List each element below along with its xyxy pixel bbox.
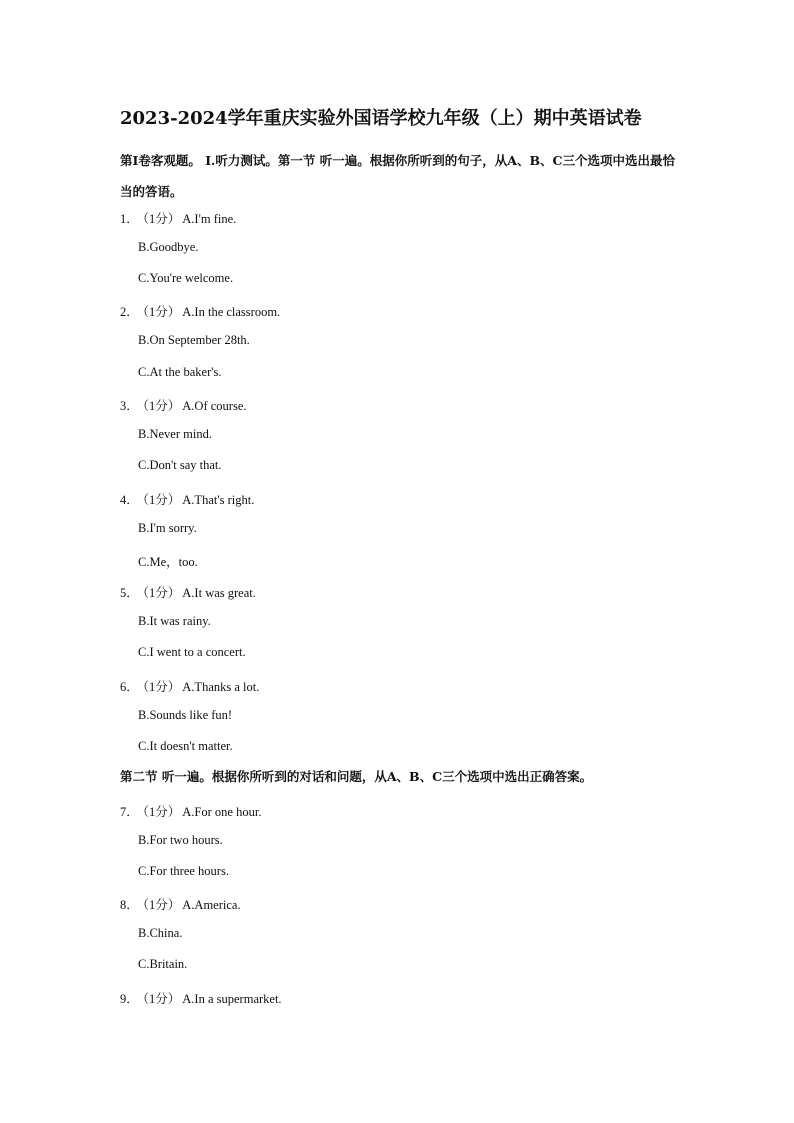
option-a: A.In the classroom.	[182, 305, 281, 319]
question-3-option-c: C.Don't say that.	[138, 458, 222, 472]
question-4-option-c: C.Me，too.	[138, 555, 198, 569]
question-7	[120, 802, 261, 820]
question-number: 5．	[120, 586, 139, 600]
option-a: A.Thanks a lot.	[182, 680, 260, 694]
question-5-option-b: B.It was rainy.	[138, 614, 211, 628]
question-score: （1分）	[142, 586, 181, 600]
question-7-option-c: C.For three hours.	[138, 864, 229, 878]
option-a: A.America.	[182, 898, 241, 912]
question-number: 6．	[120, 680, 139, 694]
section-one-instructions: 第Ⅰ卷客观题。 I.听力测试。第一节 听一遍。根据你所听到的句子，从A、B、C三个选项中选出最恰当的答语。	[120, 153, 675, 199]
question-4-option-b: B.I'm sorry.	[138, 521, 197, 535]
option-a: A.In a supermarket.	[182, 992, 282, 1006]
question-score: （1分）	[142, 305, 181, 319]
option-a: A.I'm fine.	[182, 212, 237, 226]
question-8	[120, 895, 241, 913]
option-a: A.For one hour.	[182, 805, 262, 819]
question-score: （1分）	[142, 992, 181, 1006]
question-1	[120, 209, 236, 227]
question-8-option-c: C.Britain.	[138, 957, 188, 971]
question-5	[120, 583, 256, 601]
question-number: 8．	[120, 898, 139, 912]
page-title: 2023-2024学年重庆实验外国语学校九年级（上）期中英语试卷	[120, 108, 642, 129]
question-number: 1．	[120, 212, 139, 226]
question-6-option-c: C.It doesn't matter.	[138, 739, 233, 753]
question-score: （1分）	[142, 805, 181, 819]
question-1-option-b: B.Goodbye.	[138, 240, 199, 254]
question-score: （1分）	[142, 680, 181, 694]
option-a: A.It was great.	[182, 586, 256, 600]
question-2-option-b: B.On September 28th.	[138, 333, 250, 347]
question-number: 9．	[120, 992, 139, 1006]
question-2	[120, 302, 280, 320]
question-score: （1分）	[142, 493, 181, 507]
question-7-option-b: B.For two hours.	[138, 833, 223, 847]
option-a: A.That's right.	[182, 493, 255, 507]
question-4	[120, 490, 254, 508]
question-number: 3．	[120, 399, 139, 413]
question-6-option-b: B.Sounds like fun!	[138, 708, 233, 722]
question-5-option-c: C.I went to a concert.	[138, 645, 246, 659]
question-1-option-c: C.You're welcome.	[138, 271, 234, 285]
question-6	[120, 677, 259, 695]
question-number: 2．	[120, 305, 139, 319]
question-score: （1分）	[142, 898, 181, 912]
question-score: （1分）	[142, 399, 181, 413]
question-number: 4．	[120, 493, 139, 507]
option-a: A.Of course.	[182, 399, 247, 413]
section-two-instructions: 第二节 听一遍。根据你所听到的对话和问题，从A、B、C三个选项中选出正确答案。	[120, 769, 593, 784]
question-8-option-b: B.China.	[138, 926, 183, 940]
question-3	[120, 396, 247, 414]
question-number: 7．	[120, 805, 139, 819]
question-score: （1分）	[142, 212, 181, 226]
question-2-option-c: C.At the baker's.	[138, 365, 222, 379]
question-9	[120, 989, 282, 1007]
question-3-option-b: B.Never mind.	[138, 427, 212, 441]
